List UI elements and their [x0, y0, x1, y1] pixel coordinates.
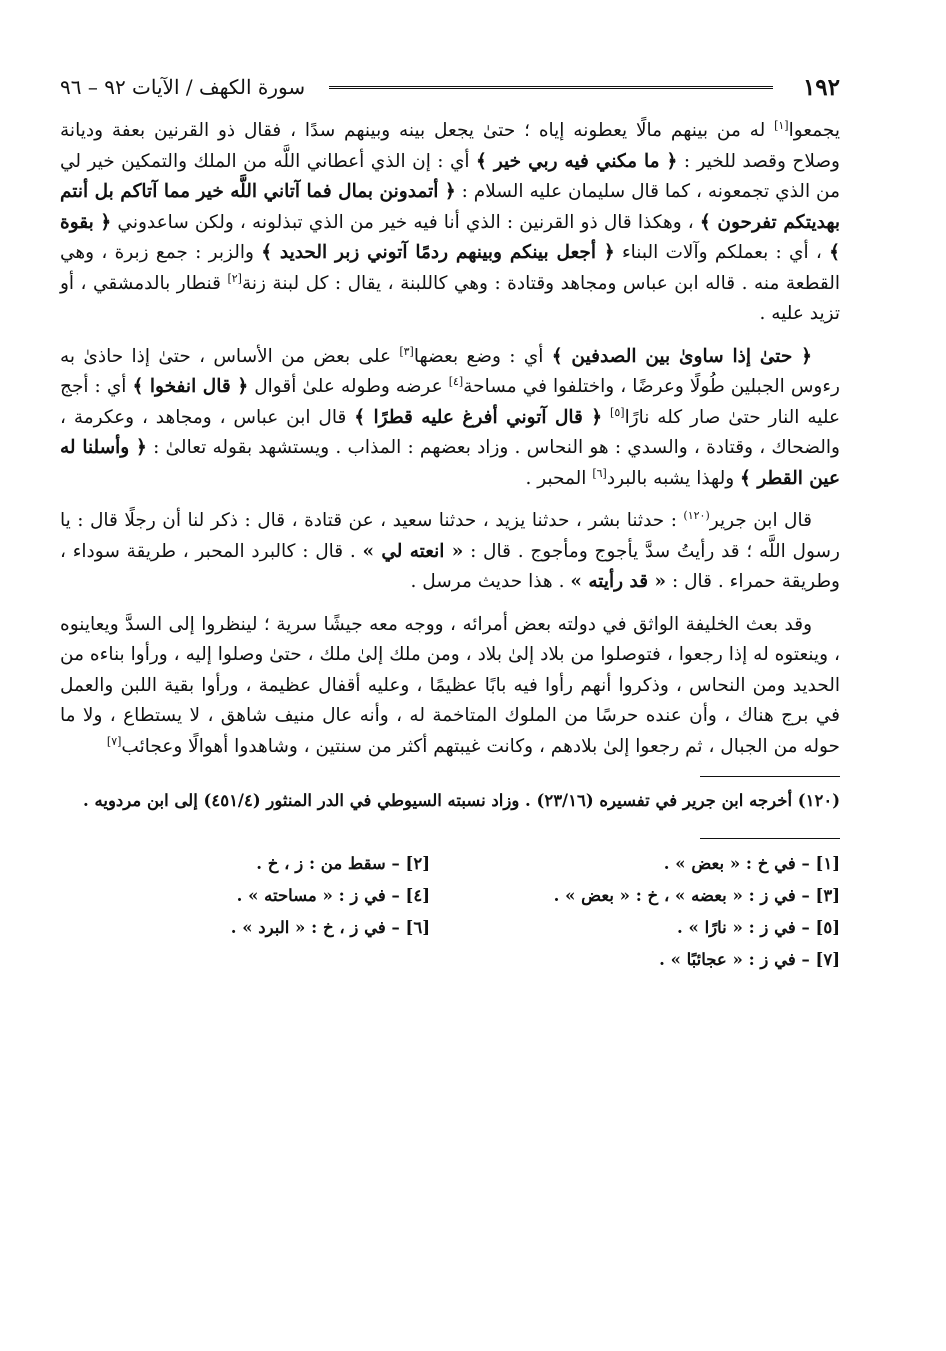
text-run: ولهذا يشبه بالبرد: [606, 467, 741, 489]
paragraph-1: [60, 116, 840, 330]
text-run: قال ابن جرير: [709, 510, 812, 531]
footnote-ref: [٦]: [592, 466, 607, 480]
section-title: سورة الكهف / الآيات ٩٢ – ٩٦: [60, 75, 306, 99]
quran-quote: ﴿ قال انفخوا ﴾: [132, 376, 249, 397]
paragraph-4: [60, 610, 840, 763]
text-run: يجمعوا: [788, 120, 840, 141]
footnote-rule: [700, 776, 840, 777]
text-run: أي : إن الذي أعطاني اللَّه من الملك والتمكين خير لي من الذي تجمعونه ، كما قال سليمان عليه السلام :: [60, 150, 840, 202]
paragraph-2: [60, 342, 840, 495]
variants-rule: [700, 838, 840, 839]
main-text: [60, 116, 840, 762]
footnote-ref: [١]: [774, 118, 789, 132]
text-run: : حدثنا بشر ، حدثنا يزيد ، حدثنا سعيد ، عن قتادة ، قال : ذكر لنا أن رجلًا قال : يا رسول اللَّه ؛ قد رأيتُ سدَّ يأجوج ومأجوج . قال :: [60, 510, 840, 562]
text-run: وقد بعث الخليفة الواثق في دولته بعض أمرائه ، ووجه معه جيشًا سرية ؛ لينظروا إلى السدَّ ويعاينوه ، وينعتوه له إذا رجعوا ، فتوصلوا من بلاد إلىٰ بلاد ، ومن ملك إلىٰ ملك ، حتىٰ وصلوا إليه ، ورأوا بناءه من الحديد ومن النحاس ، وذكروا أنهم رأوا فيه بابًا عظيمًا ، وعليه أقفال عظيمة ، ورأوا بقية اللبن والعمل في برج هناك ، وأن عنده حرسًا من الملوك المتاخمة له ، وأنه عال منيف شاهق ، لا يستطاع ، ولا ما حوله من الجبال ، ثم رجعوا إلىٰ بلادهم ، وكانت غيبتهم أكثر من سنتين ، وشاهدوا أهوالًا وعجائب: [60, 613, 840, 757]
text-run: على بعض من الأساس ، حتىٰ إذا حاذىٰ به رءوس الجبلين طُولًا وعرضًا ، واختلفوا في مساحة: [60, 345, 840, 397]
quran-quote: ﴿ بقوة ﴾: [60, 211, 840, 263]
variant-note: [٣] – في ز : « بعضه » ، خ : « بعض » .: [553, 886, 840, 905]
quran-quote: ﴿ أتمدونن بمال فما آتاني اللَّه خير مما آتاكم بل أنتم بهديتكم تفرحون ﴾: [60, 181, 840, 233]
text-run: قال ابن عباس ، ومجاهد ، وعكرمة ، والضحاك ، وقتادة ، والسدي : هو النحاس . وزاد بعضهم : المذاب . ويستشهد بقوله تعالىٰ :: [60, 406, 840, 458]
variant-note: [٢] – سقط من : ز ، خ .: [256, 854, 430, 873]
text-run: قنطار بالدمشقي ، أو تزيد عليه .: [60, 272, 840, 324]
variant-note: [١] – في خ : « بعض » .: [663, 854, 840, 873]
footnotes: [60, 776, 840, 975]
hadith-ref: (١٢٠): [683, 508, 710, 522]
quran-quote: ﴿ ما مكني فيه ربي خير ﴾: [476, 150, 678, 172]
text-run: ، وهكذا قال ذو القرنين : الذي أنا فيه خير من الذي تبذلونه ، ولكن ساعدوني: [111, 211, 700, 233]
variant-note: [٥] – في ز : « نارًا » .: [677, 918, 840, 937]
page-number: ١٩٢: [802, 73, 840, 101]
text-run: والزبر : جمع زبرة ، وهي القطعة منه . قاله ابن عباس ومجاهد وقتادة : وهي كاللبنة ، يقال : كل لبنة زنة: [60, 242, 840, 294]
footnote-ref: [٢]: [227, 271, 242, 285]
text-run: أي : أجج عليه النار حتىٰ صار كله نارًا: [60, 376, 840, 428]
text-run: . قال : كالبرد المحبر ، طريقة سوداء ، وطريقة حمراء . قال :: [60, 540, 840, 592]
manuscript-variants: [60, 849, 840, 975]
variant-note: [٦] – في ز ، خ : « البرد » .: [230, 918, 430, 937]
footnote-120: (١٢٠) أخرجه ابن جرير في تفسيره (٢٣/١٦) . وزاد نسبته السيوطي في الدر المنثور (٤٥١/٤) إلى ابن مردويه .: [83, 791, 840, 810]
footnote-ref: [٣]: [399, 344, 414, 358]
text-run: ، أي : بعملكم وآلات البناء: [614, 242, 830, 263]
book-page: [60, 70, 840, 975]
running-header: [60, 70, 840, 104]
text-run: [602, 407, 610, 428]
text-run: . هذا حديث مرسل .: [410, 571, 571, 592]
header-rule: [329, 86, 773, 89]
variant-note: [٧] – في ز : « عجائبًا » .: [659, 950, 840, 969]
text-run: له من بينهم مالًا يعطونه إياه ؛ حتىٰ يجعل بينه وبينهم سدًا ، فقال ذو القرنين بعفة وديانة وصلاح وقصد للخير :: [60, 120, 840, 172]
footnote-ref: [٤]: [448, 374, 464, 388]
quran-quote: ﴿ أجعل بينكم وبينهم ردمًا آتوني زبر الحديد ﴾: [261, 242, 615, 263]
variant-note: [٤] – في ز : « مساحته » .: [236, 886, 430, 905]
hadith-quote: « انعته لي »: [362, 540, 464, 562]
quran-quote: ﴿ قال آتوني أفرغ عليه قطرًا ﴾: [354, 406, 603, 428]
text-run: عرضه وطوله علىٰ أقوال: [248, 376, 449, 397]
text-run: أي : وضع بعضها: [413, 345, 552, 367]
footnote-ref: [٧]: [106, 734, 122, 748]
quran-quote: ﴿ حتىٰ إذا ساوىٰ بين الصدفين ﴾: [551, 345, 812, 367]
quran-quote: ﴿ وأسلنا له عين القطر ﴾: [60, 437, 840, 489]
text-run: المحبر .: [525, 467, 593, 489]
paragraph-3: [60, 506, 840, 598]
footnote-ref: [٥]: [610, 405, 625, 419]
hadith-quote: « قد رأيته »: [570, 571, 667, 592]
